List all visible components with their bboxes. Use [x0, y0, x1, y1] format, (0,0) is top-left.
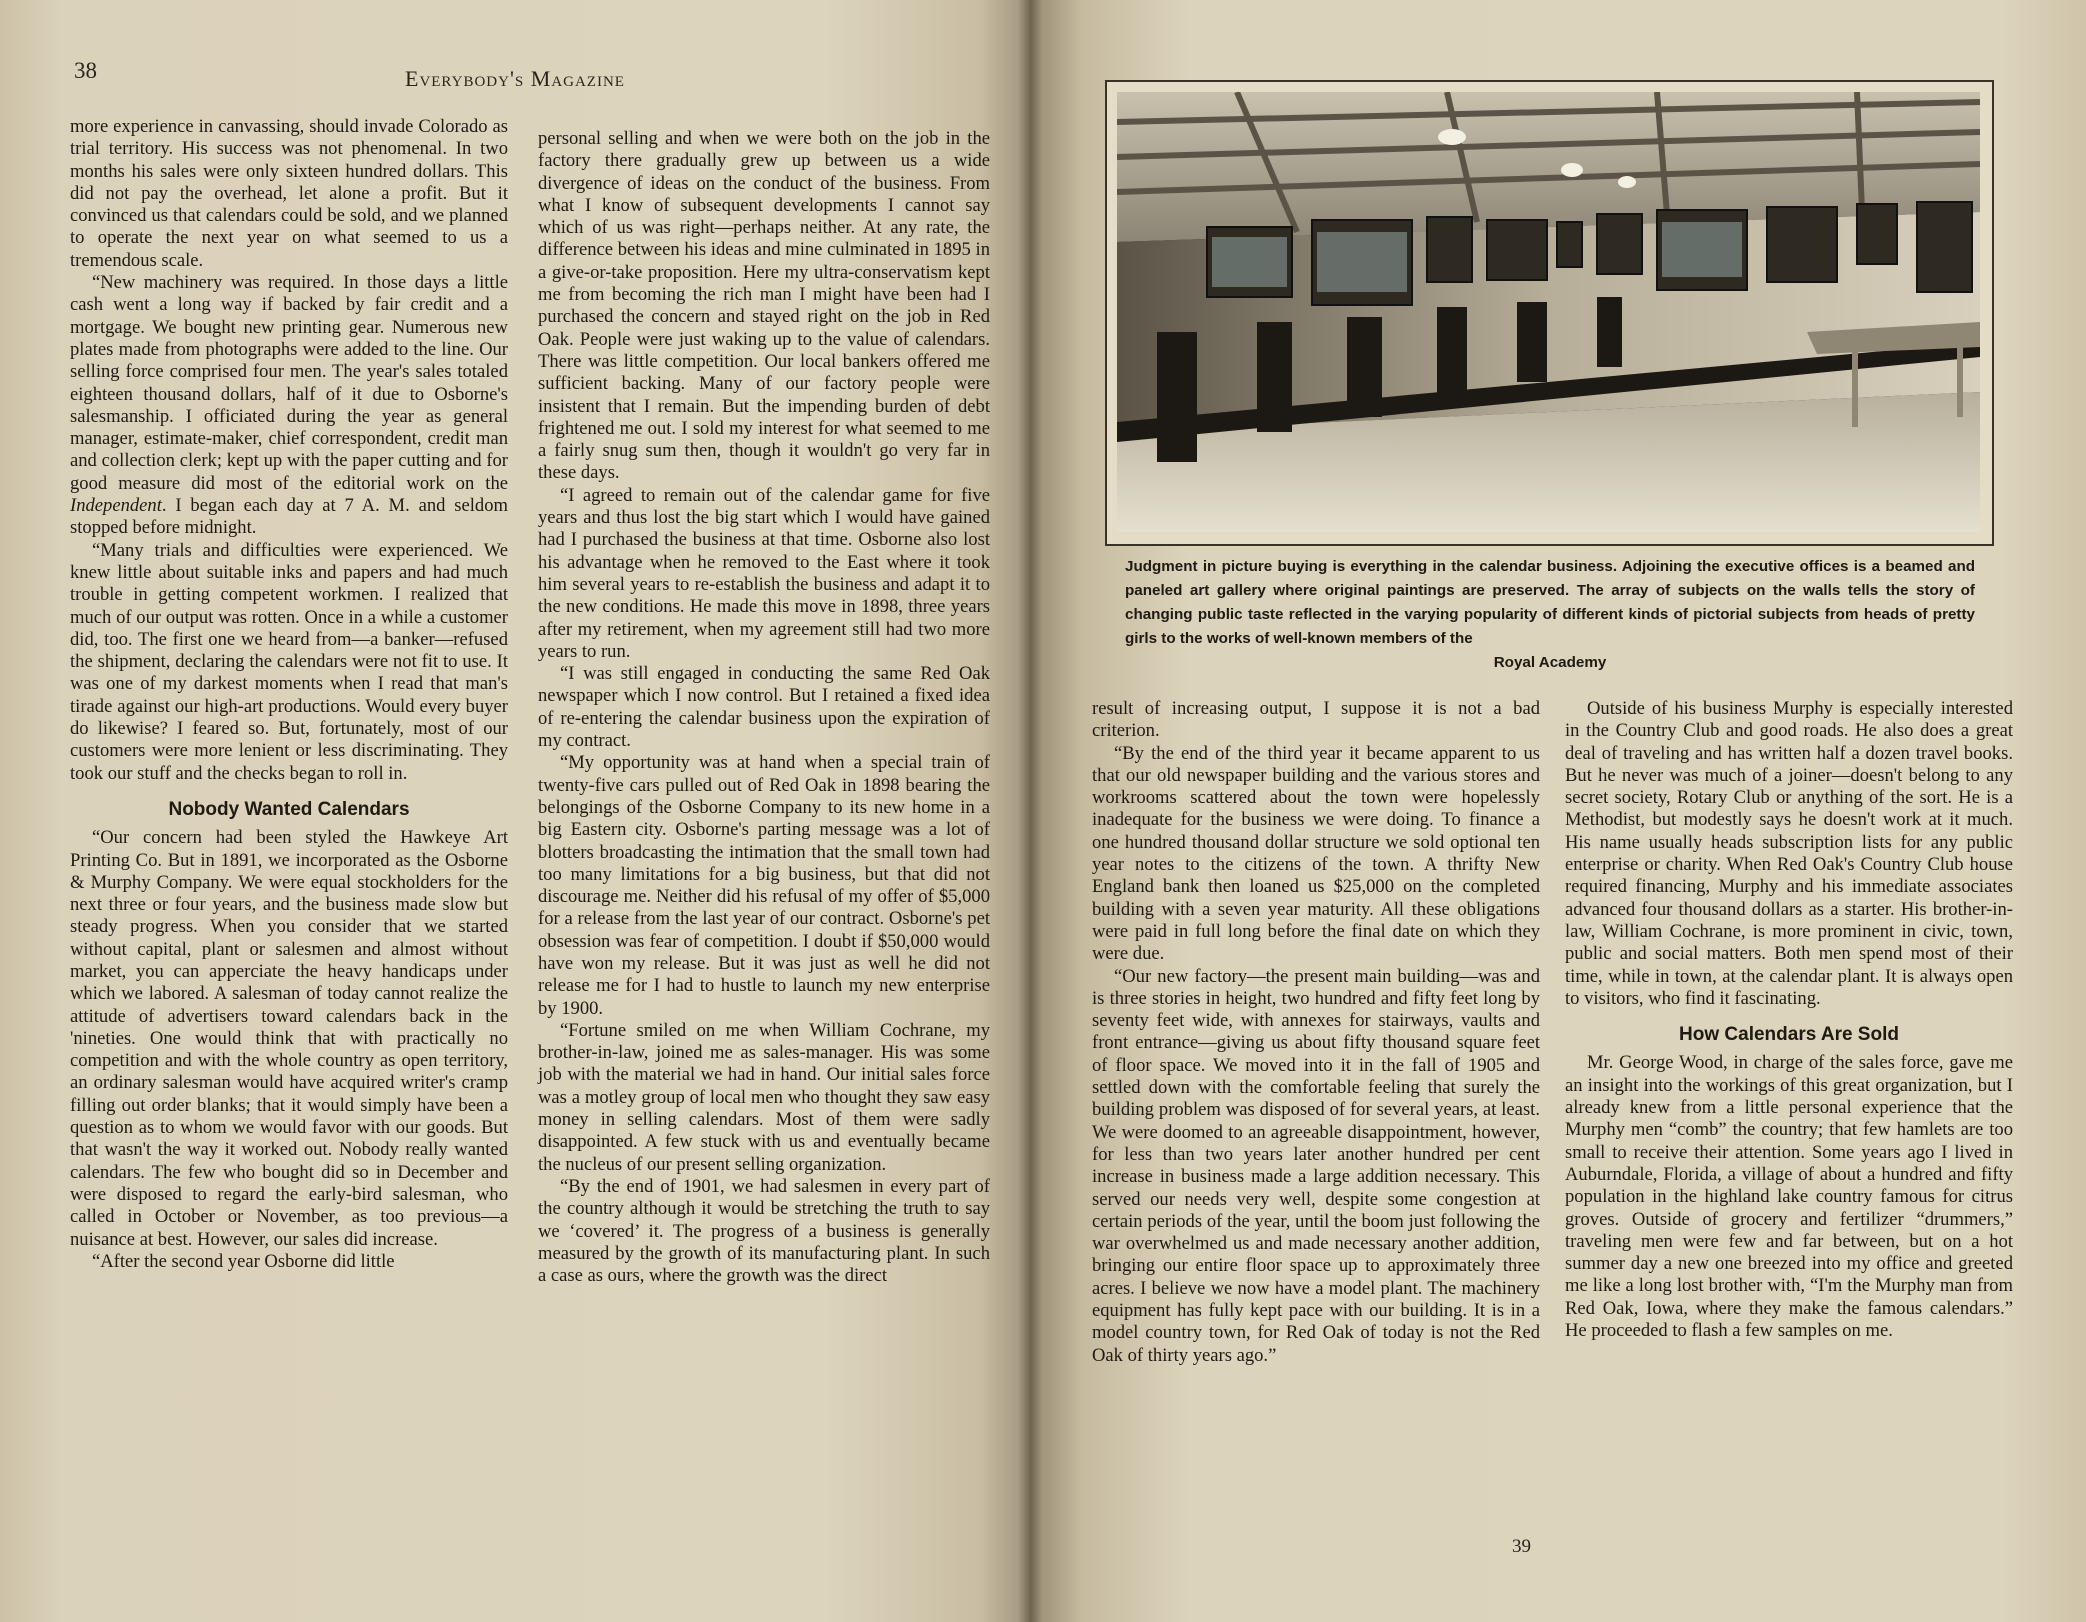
photo-frame: [1105, 80, 1994, 546]
section-heading: Nobody Wanted Calendars: [168, 798, 410, 820]
italic-publication-name: Independent: [70, 495, 162, 517]
paragraph: “By the end of the third year it became apparent to us that our old newspaper building and the various stores and workrooms scattered about the town were hopelessly inadequate for the business we were doing. To finance a one hundred thousand dollar structure we sold optional ten year notes to the citizens of the town. A thrifty New England bank then loaned us $25,000 on the completed building with a seven year maturity. All these obligations were paid in full long before the final date on which they were due.: [1092, 742, 1540, 965]
text-column-3: [1092, 698, 1540, 1367]
running-head: Everybody's Magazine: [405, 66, 625, 91]
paragraph: “Our new factory—the present main building—was and is three stories in height, two hundred and fifty feet long by seventy feet wide, with annexes for stairways, vaults and front entrance—giving us about fifty thousand square feet of floor space. We moved into it in the fall of 1905 and settled down with the comfortable feeling that surely the building problem was disposed of for several years, at least. We were doomed to an agreeable disappointment, however, for less than two years later another hundred per cent increase in business made a large addition necessary. This served our needs very well, despite some congestion at certain periods of the year, until the boom just following the war overwhelmed us and made necessary another addition, bringing our entire floor space up to approximately three acres. I believe we now have a model plant. The machinery equipment has fully kept pace with our building. It is in a model country town, for Red Oak of today is not the Red Oak of thirty years ago.”: [1092, 965, 1540, 1366]
paragraph: “After the second year Osborne did little: [92, 1250, 395, 1272]
paragraph-continuation: . I began each day at 7 A. M. and seldom stopped before midnight.: [70, 495, 508, 539]
left-page: [0, 0, 1030, 1622]
paragraph: personal selling and when we were both on the job in the factory there gradually grew up between us a wide divergence of ideas on the conduct of the business. From what I know of subsequent developments I cannot say which of us was right—perhaps neither. At any rate, the difference between his ideas and mine culminated in 1895 in a give-or-take proposition. Here my ultra-conservatism kept me from becoming the rich man I might have been had I purchased the concern and stayed right on the job in Red Oak. People were just waking up to the value of calendars. There was little competition. Our local bankers offered me sufficient backing. Many of our factory people were insistent that I remain. But the impending burden of debt frightened me out. I sold my interest for what seemed to me a fairly snug sum then, though it wouldn't go very far in these days.: [538, 128, 990, 484]
paragraph: “Many trials and difficulties were experienced. We knew little about suitable inks and papers and had much trouble in getting competent workmen. I realized that much of our output was rotten. Once in a while a customer did, too. The first one we heard from—a banker—refused the shipment, declaring the calendars were not fit to use. It was one of my darkest moments when I read that man's tirade against our high-art productions. Would every buyer do likewise? I feared so. But, fortunately, most of our customers were more lenient or less discriminating. They took our stuff and the checks began to roll in.: [70, 539, 508, 784]
paragraph: “I agreed to remain out of the calendar game for five years and thus lost the big start which I would have gained had I purchased the business at that time. Osborne also lost his advantage when he removed to the East where it took him several years to re-establish the business and adapt it to the new conditions. He made this move in 1898, three years after my retirement, when my agreement still had two more years to run.: [538, 484, 990, 662]
photo-caption-text: Judgment in picture buying is everything in the calendar business. Adjoining the executive offices is a beamed and paneled art gallery where original paintings are preserved. The array of subjects on the walls tells the story of changing public taste reflected in the varying popularity of different kinds of pictorial subjects from heads of pretty girls to the works of well-known members of the: [1125, 558, 1975, 647]
photo-caption: [1125, 555, 1975, 675]
photo-caption-last-line: Royal Academy: [1493, 654, 1607, 671]
gallery-photo-illustration: [1117, 92, 1980, 532]
paragraph: “Our concern had been styled the Hawkeye Art Printing Co. But in 1891, we incorporated as the Osborne & Murphy Company. We were equal stockholders for the next three or four years, and the business made slow but steady progress. When you consider that we started without capital, plant or salesmen and almost without market, you can apperciate the heavy handicaps under which we labored. A salesman of today cannot realize the attitude of advertisers toward calendars back in the 'nineties. One would think that with practically no competition and with the whole country as open territory, an ordinary salesman would have acquired writer's cramp filling out order blanks; that it would simply have been a question as to whom we would favor with our goods. But that wasn't the way it worked out. Nobody really wanted calendars. The few who bought did so in December and were disposed to regard the early-bird salesman, who called in October or November, as too previous—a nuisance at best. However, our sales did increase.: [70, 827, 508, 1250]
paragraph: result of increasing output, I suppose it is not a bad criterion.: [1092, 698, 1540, 742]
paragraph: Outside of his business Murphy is especially interested in the Country Club and good roads. He also does a great deal of traveling and has written half a dozen travel books. But he never was much of a joiner—doesn't belong to any secret society, Rotary Club or anything of the sort. He is a Methodist, but modestly says he doesn't work at it much. His name usually heads subscription lists for any public enterprise or charity. When Red Oak's Country Club house required financing, Murphy and his immediate associates advanced four thousand dollars as a starter. His brother-in-law, William Cochrane, is more prominent in civic, town, public and social matters. Both men spend most of their time, while in town, at the calendar plant. It is always open to visitors, who find it fascinating.: [1565, 698, 2013, 1009]
section-heading: How Calendars Are Sold: [1679, 1024, 1899, 1046]
text-column-1: [70, 116, 508, 1273]
paragraph: “Fortune smiled on me when William Cochrane, my brother-in-law, joined me as sales-manager. His was some job with the material we had in hand. Our initial sales force was a motley group of local men who thought they saw easy money in selling calendars. Most of them were sadly disappointed. A few stuck with us and eventually became the nucleus of our present selling organization.: [538, 1019, 990, 1175]
paragraph: “By the end of 1901, we had salesmen in every part of the country although it would be stretching the truth to say we ‘covered’ it. The progress of a business is generally measured by the growth of its manufacturing plant. In such a case as ours, where the growth was the direct: [538, 1175, 990, 1287]
paragraph: “New machinery was required. In those days a little cash went a long way if backed by fair credit and a mortgage. We bought new printing gear. Numerous new plates made from photographs were added to the line. Our selling force comprised four men. The year's sales totaled eighteen thousand dollars, half of it due to Osborne's salesmanship. I officiated during the year as general manager, estimate-maker, chief correspondent, credit man and collection clerk; kept up with the paper cutting and for good measure did most of the editorial work on the Independent. I began each day at 7 A. M. and seldom stopped before midnight.: [70, 272, 508, 539]
page-number-right: 39: [1512, 1536, 1531, 1557]
paragraph: “I was still engaged in conducting the same Red Oak newspaper which I now control. But I retained a fixed idea of re-entering the calendar business upon the expiration of my contract.: [538, 663, 990, 752]
text-column-2: [538, 128, 990, 1287]
paragraph: Mr. George Wood, in charge of the sales force, gave me an insight into the workings of this great organization, but I already knew from a little personal experience that the Murphy men “comb” the country; that few hamlets are too small to receive their attention. Some years ago I lived in Auburndale, Florida, a village of about a hundred and fifty population in the highland lake country famous for citrus groves. Outside of grocery and fertilizer “drummers,” traveling men were few and far between, but on a hot summer day a new one breezed into my office and greeted me like a long lost brother with, “I'm the Murphy man from Red Oak, Iowa, where they make the famous calendars.” He proceeded to flash a few samples on me.: [1565, 1052, 2013, 1342]
gutter-shadow: [1018, 0, 1042, 1622]
text-column-4: [1565, 698, 2013, 1342]
paragraph: “My opportunity was at hand when a special train of twenty-five cars pulled out of Red Oak in 1898 bearing the belongings of the Osborne Company to its new home in a big Eastern city. Osborne's parting message was a lot of blotters broadcasting the intimation that the small town had too many limitations for a big business, but that did not discourage me. Neither did his refusal of my offer of $5,000 for a release from the last year of our contract. Osborne's pet obsession was fear of competition. I doubt if $50,000 would have won my release. But it was just as well he did not release me for I had to hustle to launch my new enterprise by 1900.: [538, 752, 990, 1019]
page-number-left: 38: [74, 58, 97, 83]
paragraph: more experience in canvassing, should invade Colorado as trial territory. His success was not phenomenal. In two months his sales were only sixteen hundred dollars. This did not pay the overhead, let alone a profit. But it convinced us that calendars could be sold, and we planned to operate the next year on what seemed to us a tremendous scale.: [70, 116, 508, 271]
gallery-photo: [1117, 92, 1980, 532]
